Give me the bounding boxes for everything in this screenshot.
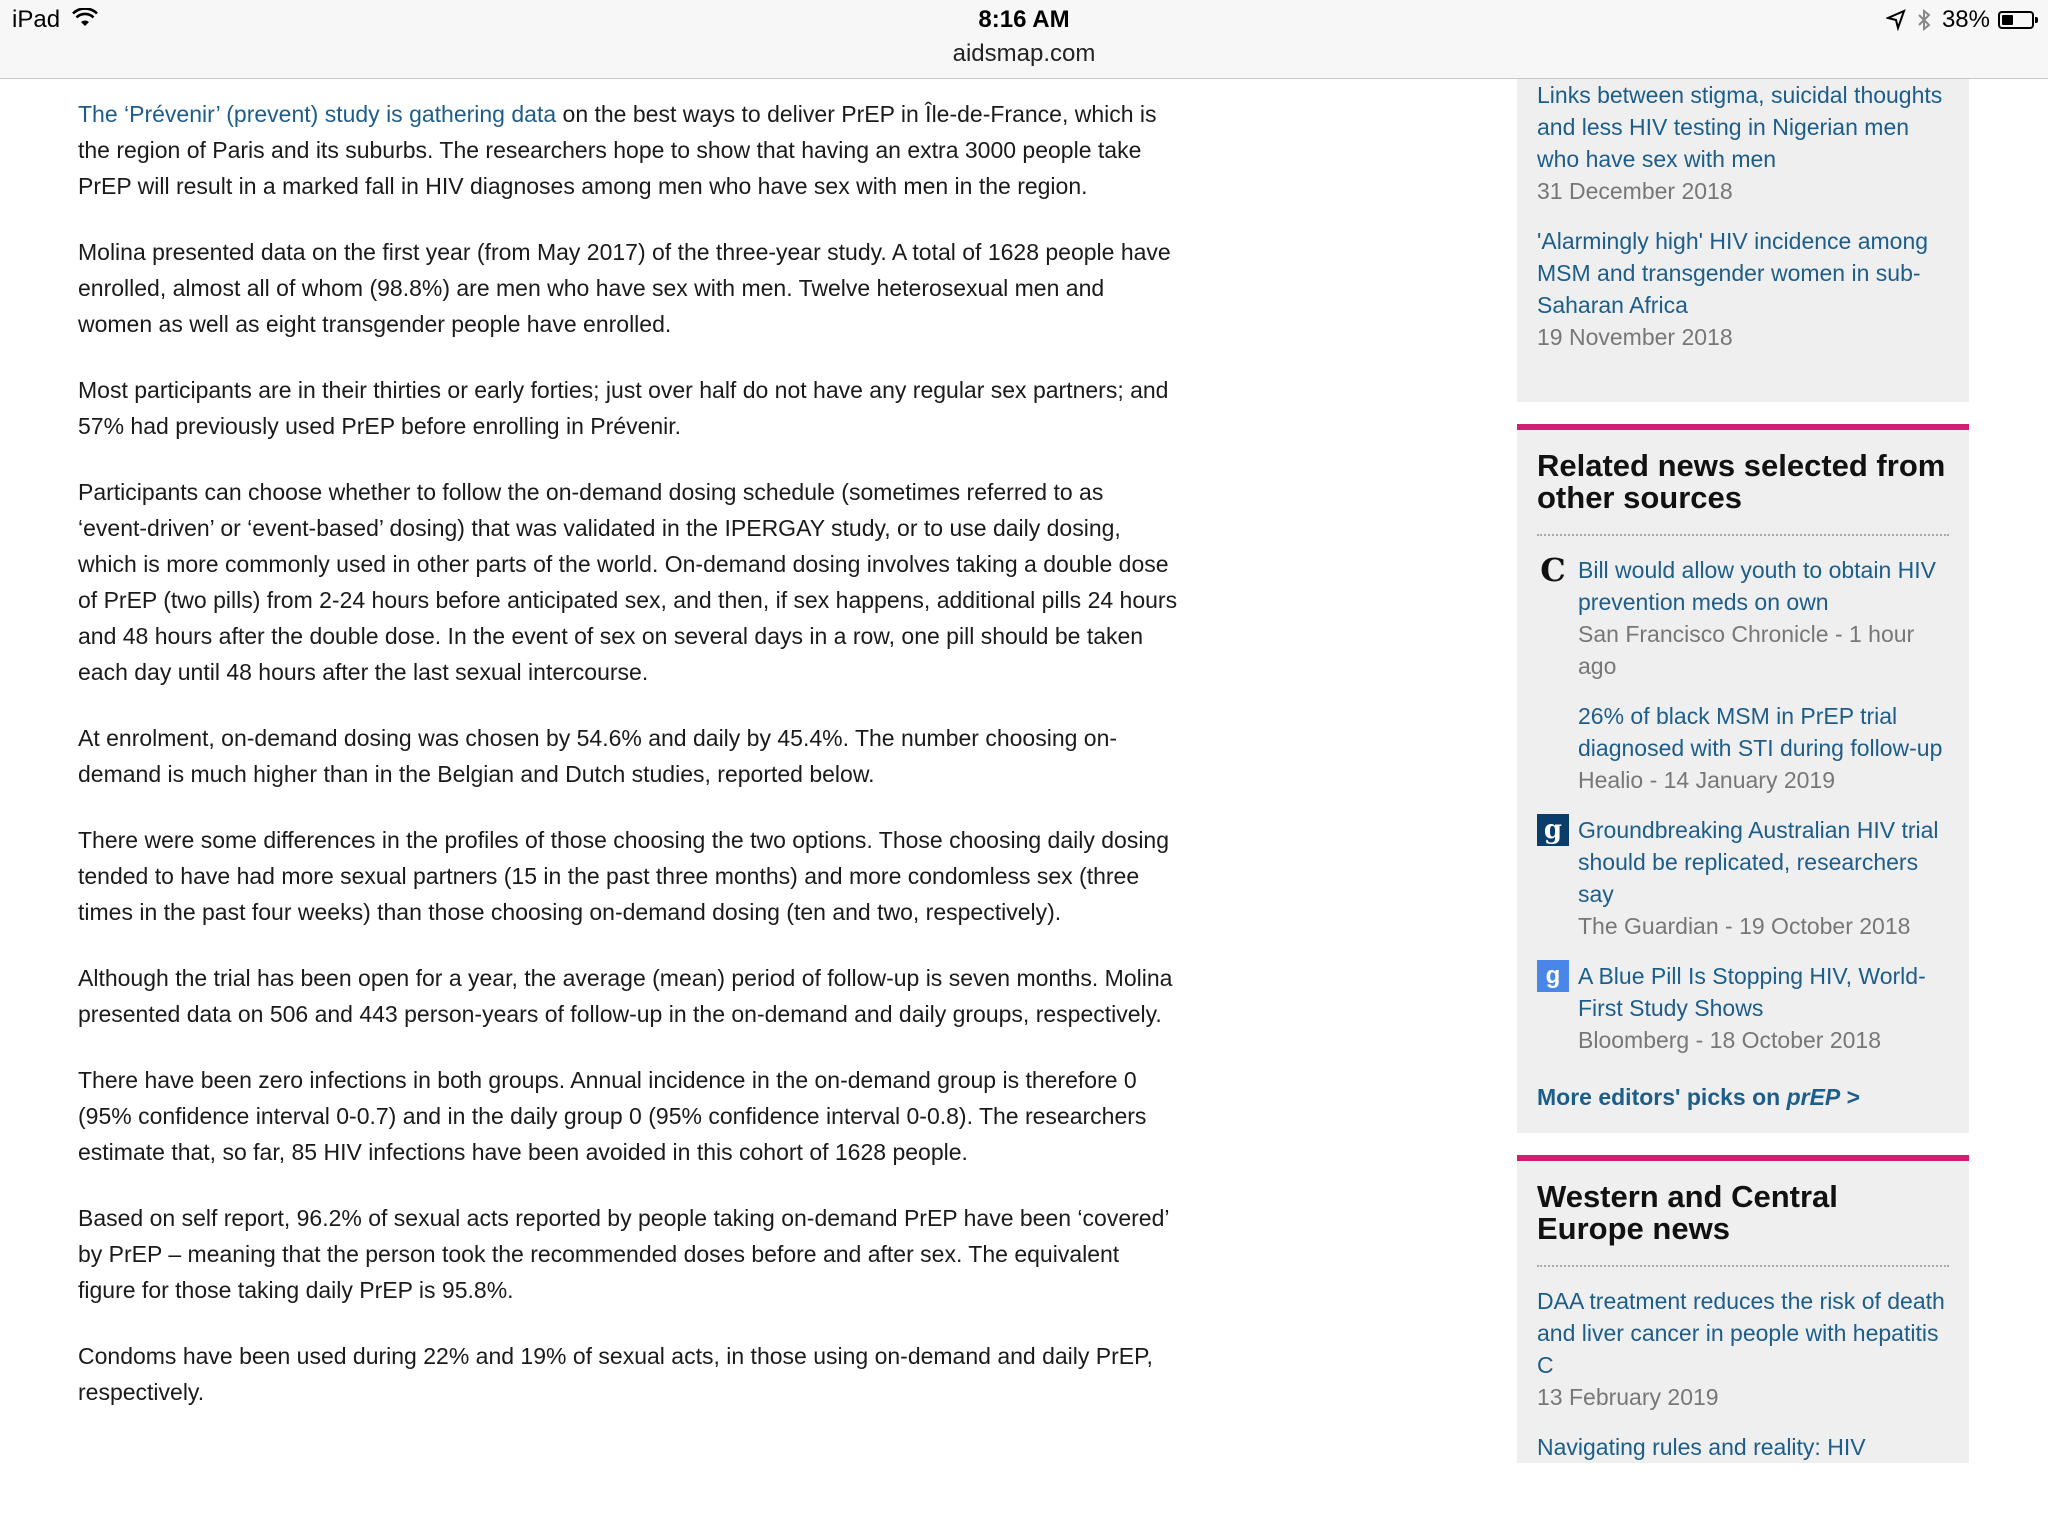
article-paragraph: Most participants are in their thirties or early forties; just over half do not have any regular sex partners; and 57% had previously used PrEP before enrolling in Prévenir. bbox=[78, 377, 1169, 439]
article-paragraph: There have been zero infections in both groups. Annual incidence in the on-demand group is therefore 0 (95% confidence interval 0-0.7) and in the daily group 0 (95% confidence interval 0-0.8). The researchers estimate that, so far, 85 HIV infections have been avoided in this cohort of 1628 people. bbox=[78, 1067, 1147, 1165]
list-item bbox=[1537, 79, 1949, 207]
news-link[interactable]: 26% of black MSM in PrEP trial diagnosed with STI during follow-up bbox=[1578, 703, 1943, 761]
bluetooth-icon bbox=[1914, 9, 1934, 31]
news-link[interactable]: Bill would allow youth to obtain HIV prevention meds on own bbox=[1578, 557, 1936, 615]
clock: 8:16 AM bbox=[978, 6, 1070, 33]
article-paragraph: Although the trial has been open for a year, the average (mean) period of follow-up is seven months. Molina presented data on 506 and 443 person-years of follow-up in the on-demand and daily groups, respectively. bbox=[78, 965, 1173, 1027]
article-paragraph: The ‘Prévenir’ (prevent) study is gathering data on the best ways to deliver PrEP in Île-de-France, which is the region of Paris and its suburbs. The researchers hope to show that having an extra 3000 people take PrEP will result in a marked fall in HIV diagnoses among men who have sex with men in the region. bbox=[78, 101, 1157, 199]
status-indicators bbox=[1886, 6, 2034, 34]
europe-news-title: Western and Central Europe news bbox=[1537, 1161, 1949, 1267]
news-link[interactable]: 'Alarmingly high' HIV incidence among MSM and transgender women in sub-Saharan Africa bbox=[1537, 228, 1929, 318]
related-news-title: Related news selected from other sources bbox=[1537, 430, 1949, 536]
news-link[interactable]: DAA treatment reduces the risk of death and liver cancer in people with hepatitis C bbox=[1537, 1288, 1945, 1378]
article-paragraph: Condoms have been used during 22% and 19% of sexual acts, in those using on-demand and daily PrEP, respectively. bbox=[78, 1343, 1153, 1405]
article-paragraph: At enrolment, on-demand dosing was chosen by 54.6% and daily by 45.4%. The number choosing on-demand is much higher than in the Belgian and Dutch studies, reported below. bbox=[78, 725, 1118, 787]
battery-level bbox=[2002, 15, 2013, 25]
news-link[interactable]: A Blue Pill Is Stopping HIV, World-First Study Shows bbox=[1578, 963, 1926, 1021]
status-bar bbox=[0, 0, 2048, 79]
blank-icon bbox=[1537, 700, 1569, 732]
list-item bbox=[1537, 960, 1949, 1056]
list-item bbox=[1537, 814, 1949, 942]
latest-news-panel bbox=[1517, 79, 1969, 402]
battery-percent: 38% bbox=[1941, 6, 1990, 33]
more-editors-picks-link[interactable]: More editors' picks on prEP > bbox=[1537, 1084, 1861, 1110]
news-meta: Bloomberg - 18 October 2018 bbox=[1578, 1027, 1882, 1053]
article-paragraph: Participants can choose whether to follow the on-demand dosing schedule (sometimes referred to as ‘event-driven’ or ‘event-based’ dosing) that was validated in the IPERGAY study, or to use daily dosing, which is more commonly used in other parts of the world. On-demand dosing involves taking a double dose of PrEP (two pills) from 2-24 hours before anticipated sex, and then, if sex happens, additional pills 24 hours and 48 hours after the double dose. In the event of sex on several days in a row, one pill should be taken each day until 48 hours after the last sexual intercourse. bbox=[78, 479, 1178, 685]
news-link[interactable]: Navigating rules and reality: HIV bbox=[1537, 1434, 1866, 1460]
news-date: 13 February 2019 bbox=[1537, 1384, 1719, 1410]
news-link[interactable]: Links between stigma, suicidal thoughts and less HIV testing in Nigerian men who have sex with men bbox=[1537, 82, 1943, 172]
list-item bbox=[1537, 551, 1949, 682]
address-bar[interactable]: aidsmap.com bbox=[952, 40, 1096, 67]
article-paragraph: Molina presented data on the first year (from May 2017) of the three-year study. A total of 1628 people have enrolled, almost all of whom (98.8%) are men who have sex with men. Twelve heterosexual men and women as well as eight transgender people have enrolled. bbox=[78, 239, 1171, 337]
guardian-logo-icon: g bbox=[1537, 814, 1569, 846]
list-item bbox=[1537, 700, 1949, 796]
list-item bbox=[1537, 1431, 1949, 1463]
location-icon bbox=[1886, 9, 1906, 31]
sidebar bbox=[1517, 79, 1969, 1481]
news-date: 19 November 2018 bbox=[1537, 324, 1733, 350]
news-meta: Healio - 14 January 2019 bbox=[1578, 767, 1835, 793]
chronicle-logo-icon: C bbox=[1540, 551, 1566, 589]
list-item bbox=[1537, 225, 1949, 353]
news-meta: The Guardian - 19 October 2018 bbox=[1578, 913, 1911, 939]
device-name: iPad bbox=[12, 6, 61, 33]
article-paragraph: There were some differences in the profiles of those choosing the two options. Those choosing daily dosing tended to have had more sexual partners (15 in the past three months) and more condomless sex (three times in the past four weeks) than those choosing on-demand dosing (ten and two, respectively). bbox=[78, 827, 1170, 925]
related-news-panel bbox=[1517, 424, 1969, 1133]
google-news-icon: g bbox=[1537, 960, 1569, 992]
europe-news-panel bbox=[1517, 1155, 1969, 1463]
article-paragraph: Based on self report, 96.2% of sexual acts reported by people taking on-demand PrEP have been ‘covered’ by PrEP – meaning that the person took the recommended doses before and after sex. The equivalent figure for those taking daily PrEP is 95.8%. bbox=[78, 1205, 1169, 1303]
news-date: 31 December 2018 bbox=[1537, 178, 1733, 204]
news-link[interactable]: Groundbreaking Australian HIV trial should be replicated, researchers say bbox=[1578, 817, 1939, 907]
battery-icon bbox=[1998, 11, 2034, 29]
list-item bbox=[1537, 1285, 1949, 1413]
news-meta: San Francisco Chronicle - 1 hour ago bbox=[1578, 621, 1915, 679]
article-body bbox=[78, 96, 1178, 1440]
prevenir-study-link[interactable]: The ‘Prévenir’ (prevent) study is gathering data bbox=[78, 101, 557, 127]
